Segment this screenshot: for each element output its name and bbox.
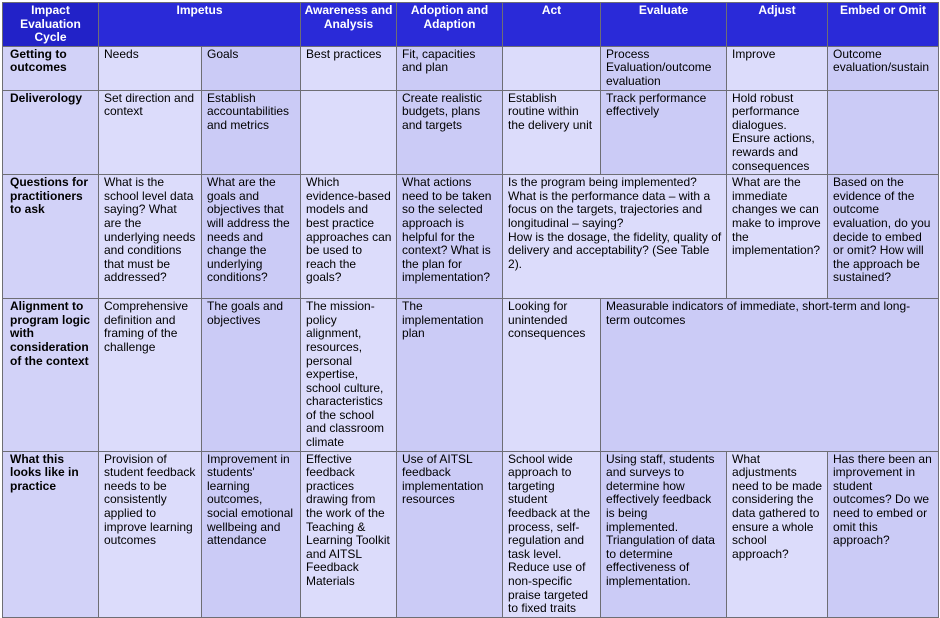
cell-outcomes-evaluate: Process Evaluation/outcome evaluation bbox=[601, 46, 727, 90]
cell-practice-adjust: What adjustments need to be made considering the data gathered to ensure a whole school approach? bbox=[727, 451, 828, 617]
cell-alignment-act: Looking for unintended consequences bbox=[503, 299, 601, 452]
cell-deliverology-needs: Set direction and context bbox=[99, 90, 202, 175]
row-label-deliverology: Deliverology bbox=[3, 90, 99, 175]
cell-deliverology-act: Establish routine within the delivery unit bbox=[503, 90, 601, 175]
row-label-alignment: Alignment to program logic with consideration of the context bbox=[3, 299, 99, 452]
header-adoption: Adoption and Adaption bbox=[397, 3, 503, 47]
cell-alignment-needs: Comprehensive definition and framing of the challenge bbox=[99, 299, 202, 452]
impact-evaluation-table bbox=[2, 2, 939, 618]
table-row-outcomes bbox=[3, 46, 939, 90]
cell-outcomes-adoption: Fit, capacities and plan bbox=[397, 46, 503, 90]
cell-questions-awareness: Which evidence-based models and best practice approaches can be used to reach the goals? bbox=[301, 175, 397, 299]
cell-deliverology-embed bbox=[828, 90, 939, 175]
cell-questions-needs: What is the school level data saying? What are the underlying needs and conditions that must be addressed? bbox=[99, 175, 202, 299]
question-line: Is the program being implemented? bbox=[508, 175, 697, 190]
header-embed: Embed or Omit bbox=[828, 3, 939, 47]
row-label-questions: Questions for practitioners to ask bbox=[3, 175, 99, 299]
cell-practice-goals: Improvement in students' learning outcomes, social emotional wellbeing and attendance bbox=[202, 451, 301, 617]
table-row-alignment bbox=[3, 299, 939, 452]
practice-act-line: Reduce use of non-specific praise targeted to fixed traits bbox=[508, 560, 589, 616]
cell-outcomes-awareness: Best practices bbox=[301, 46, 397, 90]
cell-deliverology-goals: Establish accountabilities and metrics bbox=[202, 90, 301, 175]
cell-deliverology-awareness bbox=[301, 90, 397, 175]
table-row-practice bbox=[3, 451, 939, 617]
cell-alignment-awareness: The mission-policy alignment, resources, personal expertise, school culture, characteristics of the school and classroom climate bbox=[301, 299, 397, 452]
header-cycle: Impact Evaluation Cycle bbox=[3, 3, 99, 47]
table-row-questions bbox=[3, 175, 939, 299]
cell-questions-goals: What are the goals and objectives that will address the needs and change the underlying conditions? bbox=[202, 175, 301, 299]
cell-practice-needs: Provision of student feedback needs to be consistently applied to improve learning outcomes bbox=[99, 451, 202, 617]
header-awareness: Awareness and Analysis bbox=[301, 3, 397, 47]
header-act: Act bbox=[503, 3, 601, 47]
table-row-deliverology bbox=[3, 90, 939, 175]
cell-alignment-adoption: The implementation plan bbox=[397, 299, 503, 452]
question-line: What is the performance data – with a focus on the targets, trajectories and longitudinal – saying? bbox=[508, 188, 711, 230]
cell-questions-act-evaluate bbox=[503, 175, 727, 299]
cell-outcomes-act bbox=[503, 46, 601, 90]
header-adjust: Adjust bbox=[727, 3, 828, 47]
practice-evaluate-line: Triangulation of data to determine effectiveness of implementation. bbox=[606, 533, 715, 588]
cell-alignment-goals: The goals and objectives bbox=[202, 299, 301, 452]
row-label-outcomes: Getting to outcomes bbox=[3, 46, 99, 90]
cell-practice-evaluate bbox=[601, 451, 727, 617]
cell-alignment-outcome-indicators: Measurable indicators of immediate, short-term and long-term outcomes bbox=[601, 299, 939, 452]
question-line: How is the dosage, the fidelity, quality of delivery and acceptability? (See Table 2). bbox=[508, 229, 722, 271]
practice-evaluate-line: Using staff, students and surveys to determine how effectively feedback is being implemented. bbox=[606, 451, 715, 534]
header-impetus: Impetus bbox=[99, 3, 301, 47]
cell-practice-adoption: Use of AITSL feedback implementation resources bbox=[397, 451, 503, 617]
cell-questions-embed: Based on the evidence of the outcome evaluation, do you decide to embed or omit? How will the approach be sustained? bbox=[828, 175, 939, 299]
cell-deliverology-adjust: Hold robust performance dialogues. Ensure actions, rewards and consequences bbox=[727, 90, 828, 175]
cell-deliverology-evaluate: Track performance effectively bbox=[601, 90, 727, 175]
cell-deliverology-adoption: Create realistic budgets, plans and targets bbox=[397, 90, 503, 175]
header-row bbox=[3, 3, 939, 47]
cell-outcomes-needs: Needs bbox=[99, 46, 202, 90]
cell-practice-act bbox=[503, 451, 601, 617]
cell-outcomes-adjust: Improve bbox=[727, 46, 828, 90]
cell-outcomes-embed: Outcome evaluation/sustain bbox=[828, 46, 939, 90]
row-label-practice: What this looks like in practice bbox=[3, 451, 99, 617]
cell-questions-adoption: What actions need to be taken so the selected approach is helpful for the context? What is the plan for implementation? bbox=[397, 175, 503, 299]
cell-practice-embed: Has there been an improvement in student outcomes? Do we need to embed or omit this approach? bbox=[828, 451, 939, 617]
cell-questions-adjust: What are the immediate changes we can make to improve the implementation? bbox=[727, 175, 828, 299]
header-evaluate: Evaluate bbox=[601, 3, 727, 47]
cell-outcomes-goals: Goals bbox=[202, 46, 301, 90]
cell-practice-awareness: Effective feedback practices drawing from the work of the Teaching & Learning Toolkit and AITSL Feedback Materials bbox=[301, 451, 397, 617]
practice-act-line: School wide approach to targeting student feedback at the process, self-regulation and task level. bbox=[508, 451, 591, 561]
